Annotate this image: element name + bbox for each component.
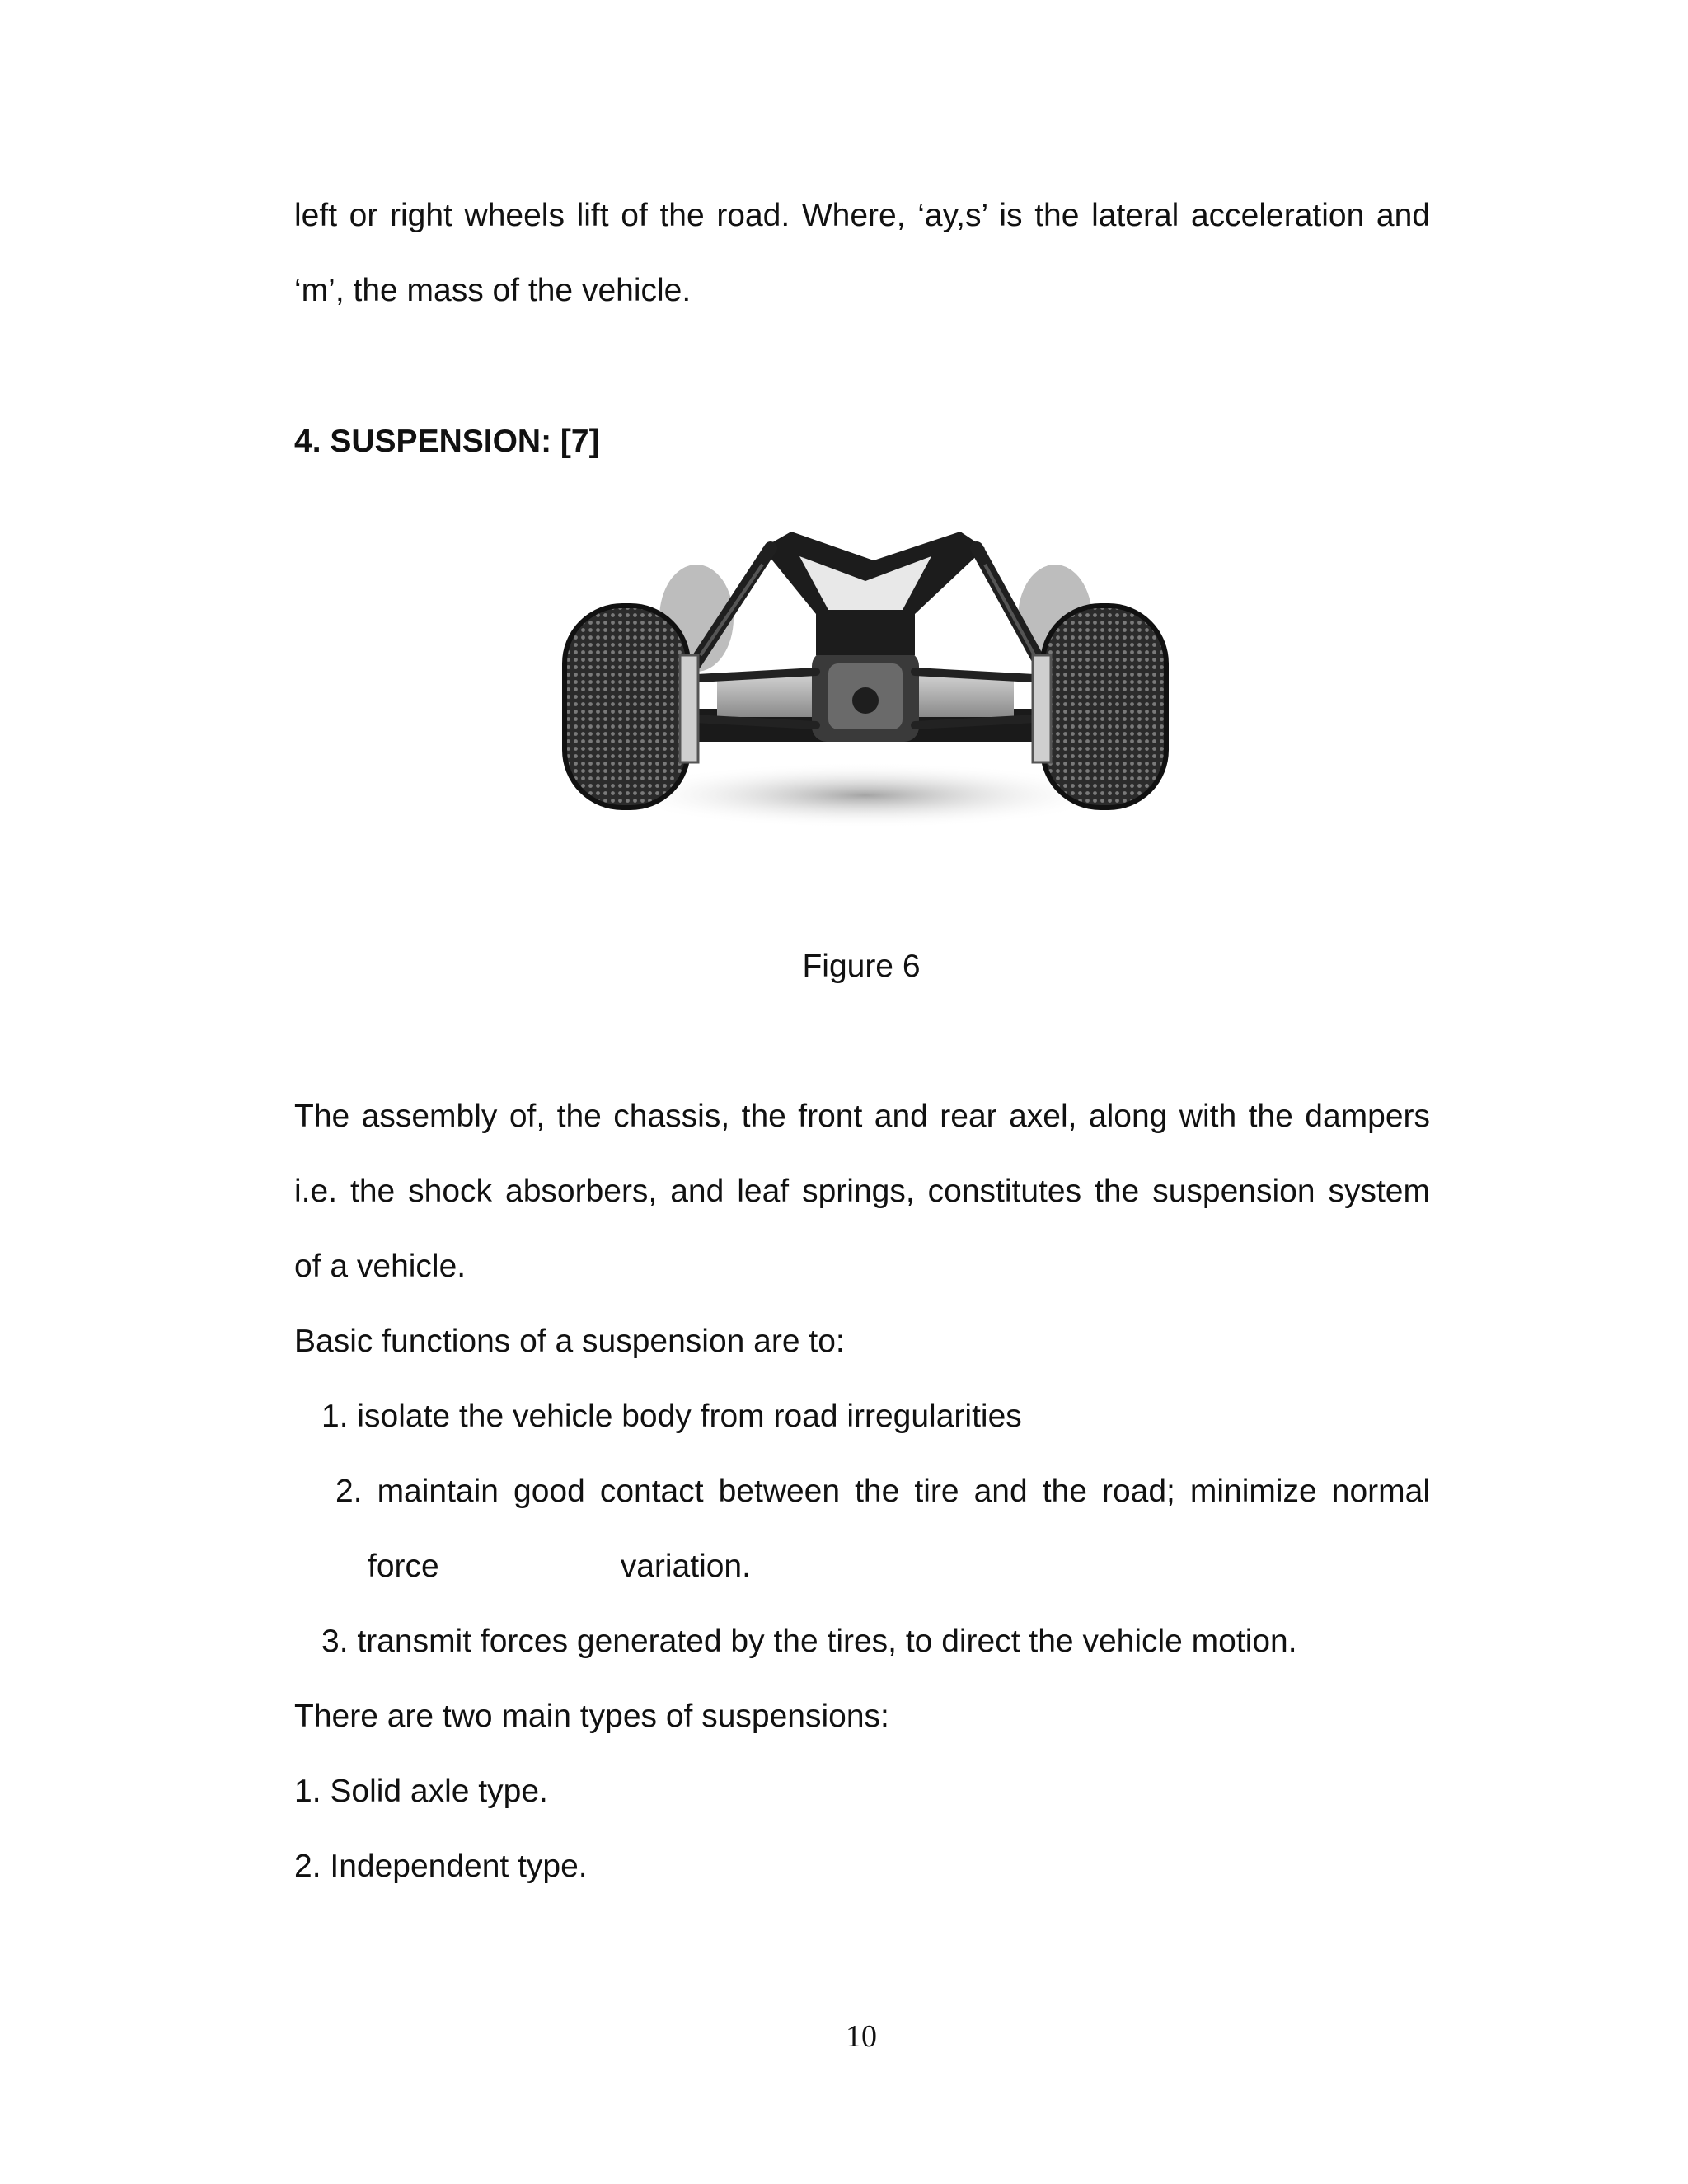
type-item-1: 1. Solid axle type. xyxy=(294,1774,548,1809)
figure-caption: Figure 6 xyxy=(802,949,921,984)
function-item-2-line-1: 2. maintain good contact between the tire and the road; minimize normal xyxy=(335,1474,1430,1509)
intro-line-1: left or right wheels lift of the road. Where, ‘ay,s’ is the lateral acceleration and xyxy=(294,198,1430,233)
paragraph-line-2: i.e. the shock absorbers, and leaf springs, constitutes the suspension system xyxy=(294,1174,1430,1209)
section-heading: 4. SUSPENSION: [7] xyxy=(294,424,600,459)
paragraph-line-3: of a vehicle. xyxy=(294,1249,467,1284)
function-item-2-line-2 xyxy=(368,1547,862,1586)
function-item-2-word-force: force xyxy=(368,1549,439,1584)
function-item-1: 1. isolate the vehicle body from road irregularities xyxy=(321,1399,1022,1434)
intro-line-2: ‘m’, the mass of the vehicle. xyxy=(294,273,692,308)
functions-intro: Basic functions of a suspension are to: xyxy=(294,1324,845,1359)
type-item-2: 2. Independent type. xyxy=(294,1849,588,1884)
page-number: 10 xyxy=(846,2019,877,2054)
rc-buggy-chassis-image xyxy=(528,515,1203,837)
function-item-3: 3. transmit forces generated by the tires, to direct the vehicle motion. xyxy=(321,1624,1297,1659)
types-intro: There are two main types of suspensions: xyxy=(294,1699,889,1734)
function-item-2-word-variation: variation. xyxy=(620,1549,751,1584)
paragraph-line-1: The assembly of, the chassis, the front and rear axel, along with the dampers xyxy=(294,1099,1430,1134)
suspension-figure-image xyxy=(528,515,1203,837)
